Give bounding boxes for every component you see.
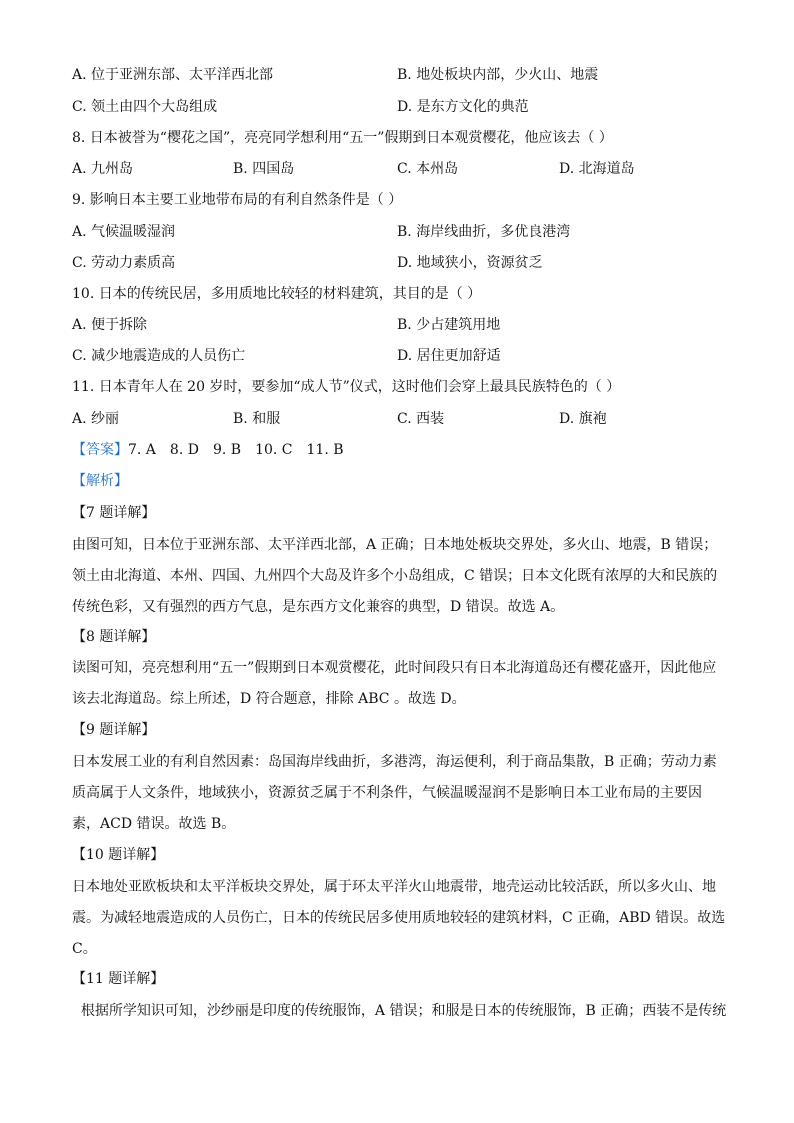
- q11-stem: 11. 日本青年人在 20 岁时，要参加“成人节”仪式，这时他们会穿上最具民族特色的（ ）: [72, 379, 621, 395]
- detail-8-heading: 【8 题详解】: [72, 629, 156, 645]
- paragraph-line: 读图可知，亮亮想利用“五一”假期到日本观赏樱花，此时间段只有日本北海道岛还有樱花盛开，因此他应: [72, 660, 717, 676]
- q10-stem: 10. 日本的传统民居，多用质地比较轻的材料建筑，其目的是（ ）: [72, 286, 482, 302]
- q7-option-a: A. 位于亚洲东部、太平洋西北部: [72, 67, 274, 83]
- detail-10-heading: 【10 题详解】: [72, 847, 165, 863]
- q7-option-b: B. 地处板块内部，少火山、地震: [397, 67, 599, 83]
- q10-option-d: D. 居住更加舒适: [397, 348, 501, 364]
- q9-option-c: C. 劳动力素质高: [72, 255, 176, 271]
- detail-7-heading: 【7 题详解】: [72, 505, 156, 521]
- paragraph-line: 传统色彩，又有强烈的西方气息，是东西方文化兼容的典型，D 错误。故选 A。: [72, 599, 565, 615]
- paragraph-line: 质高属于人文条件，地域狭小，资源贫乏属于不利条件，气候温暖湿润不是影响日本工业布局的主要因: [72, 785, 702, 801]
- q7-option-d: D. 是东方文化的典范: [397, 99, 529, 115]
- paragraph-line: 由图可知，日本位于亚洲东部、太平洋西北部，A 正确；日本地处板块交界处，多火山、地震，B 错误；: [72, 537, 718, 553]
- q11-option-d: D. 旗袍: [559, 411, 607, 427]
- q9-option-a: A. 气候温暖湿润: [72, 224, 176, 240]
- detail-8-text: [72, 658, 722, 720]
- q8-option-c: C. 本州岛: [397, 161, 459, 177]
- paragraph-line: 日本地处亚欧板块和太平洋板块交界处，属于环太平洋火山地震带，地壳运动比较活跃，所以多火山、地: [72, 879, 716, 895]
- answer-label: 【答案】: [72, 442, 128, 458]
- paragraph-line: 领土由北海道、本州、四国、九州四个大岛及许多个小岛组成，C 错误；日本文化既有浓厚的大和民族的: [72, 568, 718, 584]
- answer-item: 9. B: [212, 442, 242, 458]
- detail-9-text: [72, 752, 722, 845]
- answer-item: 11. B: [306, 442, 344, 458]
- paragraph-line: 日本发展工业的有利自然因素：岛国海岸线曲折，多港湾，海运便利，利于商品集散，B 正确；劳动力素: [72, 754, 717, 770]
- analysis-label: 【解析】: [72, 473, 128, 489]
- paragraph-line: 震。为减轻地震造成的人员伤亡，日本的传统民居多使用质地较轻的建筑材料，C 正确，ABD 错误。故选: [72, 910, 726, 926]
- q9-option-d: D. 地域狭小，资源贫乏: [397, 255, 543, 271]
- answer-item: 7. A: [128, 442, 156, 458]
- q11-option-c: C. 西装: [397, 411, 445, 427]
- q9-option-b: B. 海岸线曲折，多优良港湾: [397, 224, 571, 240]
- q10-option-b: B. 少占建筑用地: [397, 317, 501, 333]
- q8-option-b: B. 四国岛: [233, 161, 295, 177]
- q9-stem: 9. 影响日本主要工业地带布局的有利自然条件是（ ）: [72, 192, 403, 208]
- q8-stem: 8. 日本被誉为“樱花之国”，亮亮同学想利用“五一”假期到日本观赏樱花，他应该去（ ）: [72, 130, 613, 146]
- paragraph-line: 素，ACD 错误。故选 B。: [72, 816, 236, 832]
- detail-9-heading: 【9 题详解】: [72, 722, 156, 738]
- paragraph-line: 该去北海道岛。综上所述，D 符合题意，排除 ABC 。故选 D。: [72, 691, 466, 707]
- q10-option-a: A. 便于拆除: [72, 317, 148, 333]
- q11-option-a: A. 纱丽: [72, 411, 120, 427]
- paragraph-line: C。: [72, 941, 97, 957]
- detail-11-heading: 【11 题详解】: [72, 971, 165, 987]
- answer-line: [72, 440, 344, 460]
- answer-item: 10. C: [255, 442, 293, 458]
- q7-option-c: C. 领土由四个大岛组成: [72, 99, 218, 115]
- q8-option-a: A. 九州岛: [72, 161, 134, 177]
- q8-option-d: D. 北海道岛: [559, 161, 635, 177]
- q11-option-b: B. 和服: [233, 411, 281, 427]
- paragraph-line: 根据所学知识可知，沙纱丽是印度的传统服饰，A 错误；和服是日本的传统服饰，B 正确；西装不是传统: [72, 1003, 727, 1019]
- detail-7-text: [72, 535, 722, 628]
- answer-item: 8. D: [169, 442, 199, 458]
- detail-11-text: [72, 1001, 727, 1032]
- q10-option-c: C. 减少地震造成的人员伤亡: [72, 348, 246, 364]
- detail-10-text: [72, 877, 726, 970]
